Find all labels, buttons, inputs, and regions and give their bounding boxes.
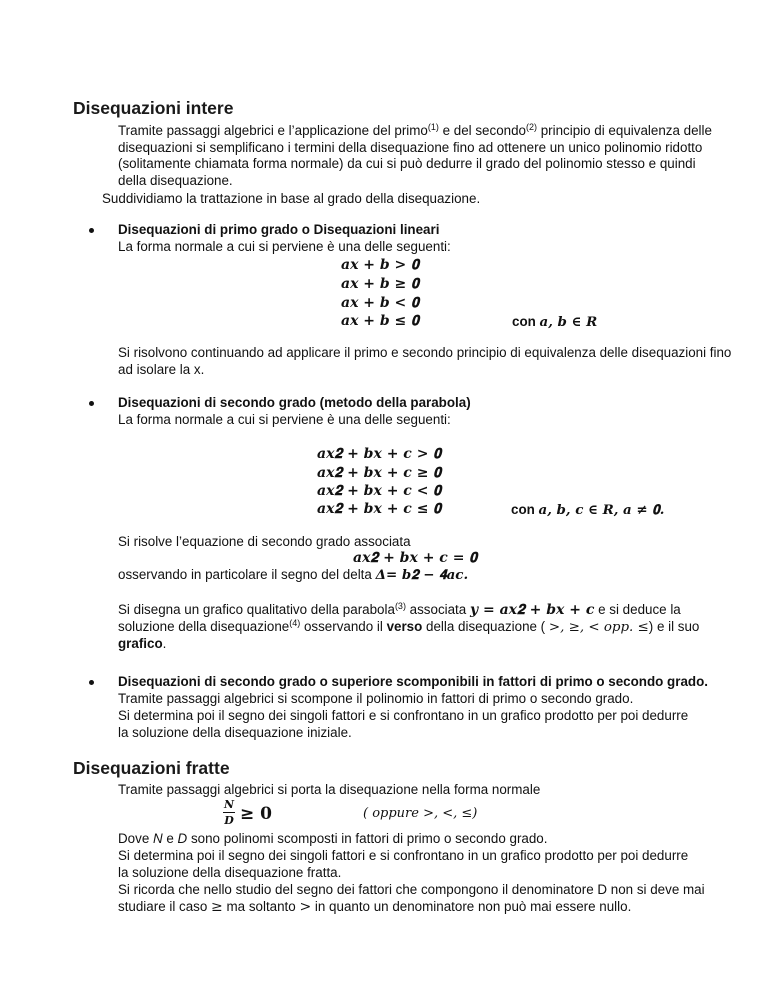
quadratic-title: Disequazioni di secondo grado (metodo della parabola) [118,395,471,410]
factorable-title: Disequazioni di secondo grado o superiore scomponibili in fattori di primo o secondo grado. [118,674,708,689]
section-title-disequazioni-intere: Disequazioni intere [73,98,234,118]
footnote-ref-3: (3) [394,601,406,611]
linear-form-2: 𝒂𝒙 + 𝒃 ≥ 𝟎 [341,276,419,292]
footnote-ref-4: (4) [289,618,301,628]
fratte-intro: Tramite passaggi algebrici si porta la disequazione nella forma normale [118,782,541,797]
intro-paragraph [118,123,718,189]
linear-title: Disequazioni di primo grado o Disequazioni lineari [118,222,440,237]
fratte-line-4: studiare il caso ≥ ma soltanto > in quanto un denominatore non può mai essere nullo. [118,899,632,915]
quadratic-equation: 𝒂𝒙𝟐 + 𝒃𝒙 + 𝒄 = 𝟎 [353,550,478,566]
bullet-marker [89,680,94,685]
delta-text: osservando in particolare il segno del delta Δ= 𝒃𝟐 − 𝟒𝒂𝒄. [118,567,469,583]
factorable-line-3: la soluzione della disequazione iniziale. [118,725,352,740]
linear-form-4: 𝒂𝒙 + 𝒃 ≤ 𝟎 [341,313,419,329]
dove-text: Dove N e D sono polinomi scomposti in fattori di primo o secondo grado. [118,831,548,846]
fratte-line-2: la soluzione della disequazione fratta. [118,865,342,880]
fraction-relation: ≥ 𝟎 [240,804,272,824]
linear-condition: con 𝒂, 𝒃 ∈ 𝑹 [512,314,598,330]
graph-text-line1: Si disegna un grafico qualitativo della parabola$^{(3)}$ associata 𝒚 = 𝒂𝒙𝟐 + 𝒃𝒙 + 𝒄 e si deduce la [118,601,681,618]
bullet-marker [89,228,94,233]
quadratic-form-2: 𝒂𝒙𝟐 + 𝒃𝒙 + 𝒄 ≥ 𝟎 [317,465,442,481]
quadratic-associated-text: Si risolve l’equazione di secondo grado associata [118,534,411,549]
section-title-disequazioni-fratte: Disequazioni fratte [73,758,230,778]
graph-text-line3: grafico. [118,636,167,651]
quadratic-form-1: 𝒂𝒙𝟐 + 𝒃𝒙 + 𝒄 > 𝟎 [317,446,442,462]
denominator: 𝑫 [224,814,234,827]
linear-solve-text: Si risolvono continuando ad applicare il primo e secondo principio di equivalenza delle disequazioni fino ad isolare la x. [118,345,732,377]
factorable-line-2: Si determina poi il segno dei singoli fattori e si confrontano in un grafico prodotto per poi dedurre [118,708,689,723]
footnote-ref-1: (1) [427,122,439,132]
fratte-line-1: Si determina poi il segno dei singoli fattori e si confrontano in un grafico prodotto per poi dedurre [118,848,689,863]
intro-text-b: e del secondo [438,123,526,138]
factorable-line-1: Tramite passaggi algebrici si scompone il polinomio in fattori di primo o secondo grado. [118,691,634,706]
bullet-marker [89,401,94,406]
numerator: 𝑵 [223,798,235,811]
fraction-bar [223,812,235,813]
fraction-n-over-d [223,798,235,827]
footnote-ref-2: (2) [525,122,537,132]
intro-text-c: principio di equivalenza delle disequazioni si semplificano i termini della disequazione fino ad ottenere un unico polinomio ridotto (solitamente chiamata forma normale) da cui si può dedurre il grado del polinomio stesso e quindi della disequazione. [118,123,712,188]
quadratic-condition: con 𝒂, 𝒃, 𝒄 ∈ 𝑹, 𝒂 ≠ 𝟎. [511,502,665,518]
fratte-line-3: Si ricorda che nello studio del segno dei fattori che compongono il denominatore D non si deve mai [118,882,705,897]
quadratic-form-4: 𝒂𝒙𝟐 + 𝒃𝒙 + 𝒄 ≤ 𝟎 [317,501,442,517]
intro-text-a: Tramite passaggi algebrici e l’applicazione del primo [118,123,428,138]
graph-text-line2: soluzione della disequazione$^{(4)}$ osservando il verso della disequazione ( >, ≥, < 𝑜𝑝𝑝. ≤) e il suo [118,618,700,635]
linear-intro: La forma normale a cui si perviene è una delle seguenti: [118,239,451,254]
subdivide-text: Suddividiamo la trattazione in base al grado della disequazione. [102,191,481,206]
oppure-note: ( 𝑜𝑝𝑝𝑢𝑟𝑒 >, <, ≤) [363,806,478,821]
linear-form-3: 𝒂𝒙 + 𝒃 < 𝟎 [341,295,419,311]
linear-form-1: 𝒂𝒙 + 𝒃 > 𝟎 [341,257,419,273]
quadratic-form-3: 𝒂𝒙𝟐 + 𝒃𝒙 + 𝒄 < 𝟎 [317,483,442,499]
quadratic-intro: La forma normale a cui si perviene è una delle seguenti: [118,412,451,427]
